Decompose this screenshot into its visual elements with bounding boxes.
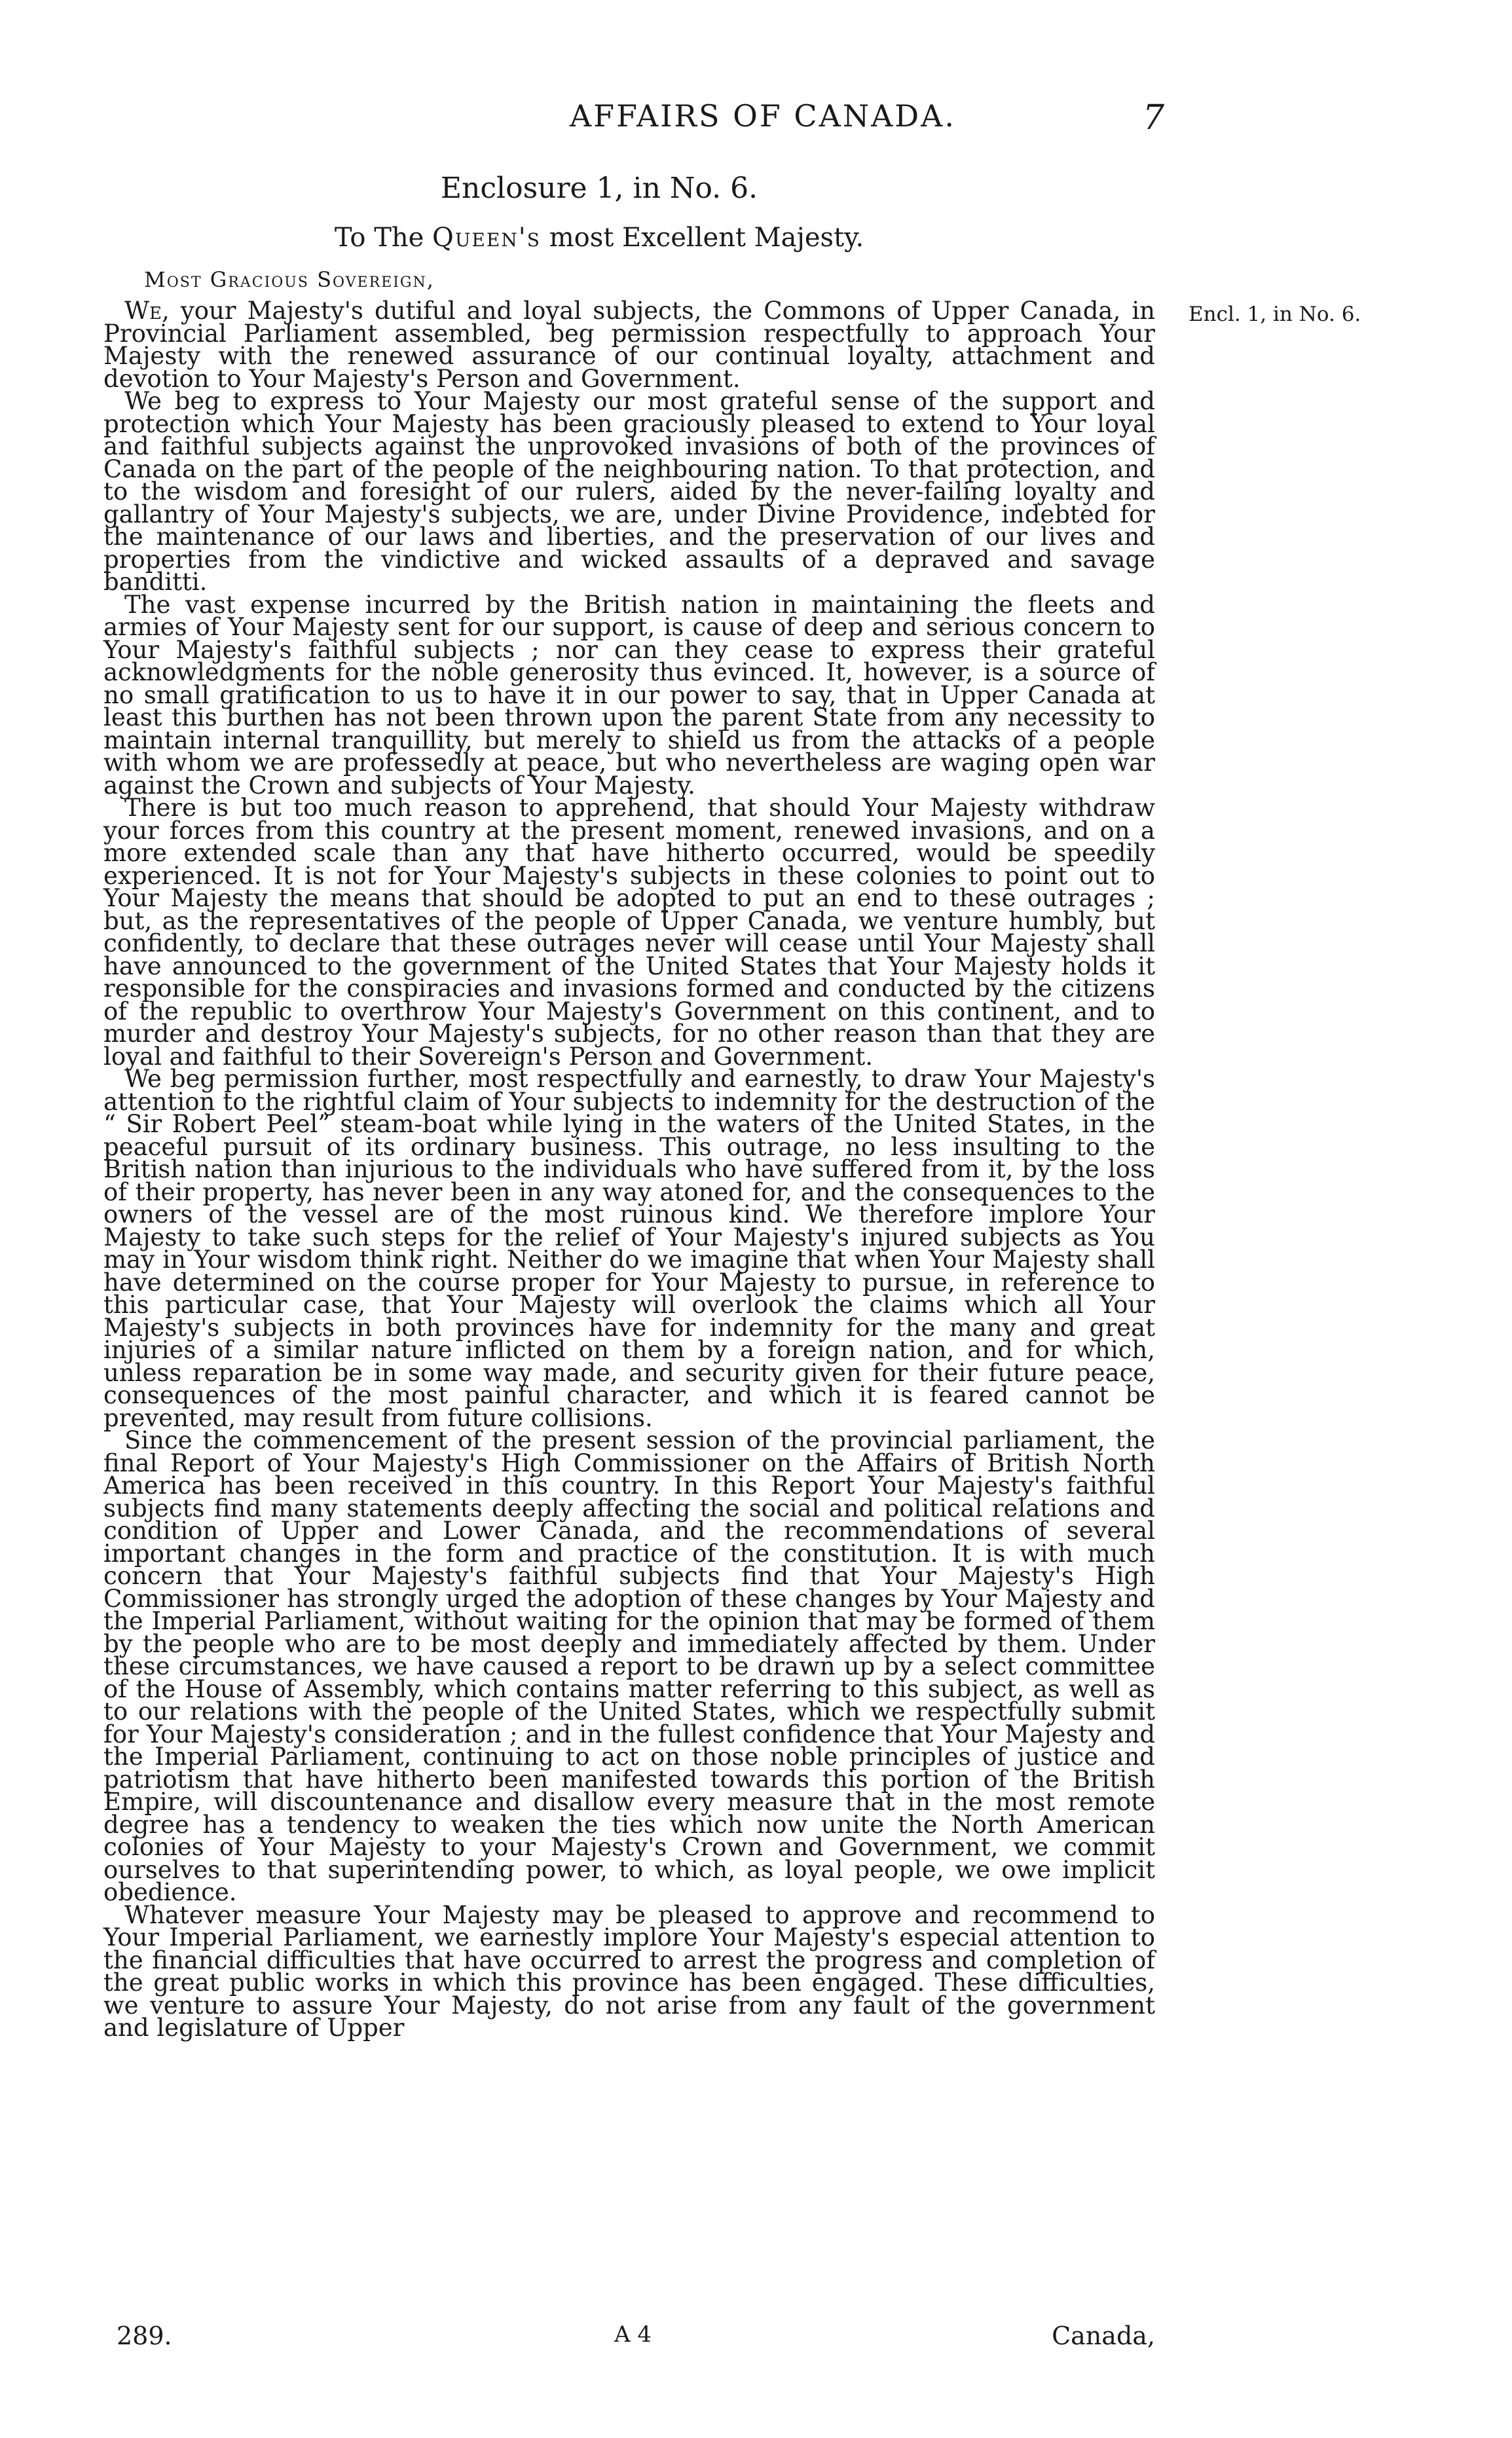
paragraph — [103, 1065, 1155, 1432]
paragraph-text: , your Majesty's dutiful and loyal subjects, the Commons of Upper Canada, in Provincial Parliament assembled, beg permission respectfully to approach Your Majesty with the renewed assurance of our continual loyalty, attachment and devotion to Your Majesty's Person and Government. — [103, 297, 1155, 393]
address-queen: Queen's — [432, 223, 541, 253]
paragraph — [103, 297, 1155, 393]
letter-body — [103, 297, 1155, 2042]
catchword: Canada, — [1052, 2321, 1155, 2350]
paragraph-text: Whatever measure Your Majesty may be pleased to approve and recommend to Your Imperial Parliament, we earnestly implore Your Majesty's especial attention to the financial difficulties that have occurred to arrest the progress and completion of the great public works in which this province has been engaged. These difficulties, we venture to assure Your Majesty, do not arise from any fault of the government and legislature of Upper — [103, 1900, 1155, 2042]
address-prefix: To The — [334, 223, 424, 253]
paragraph-text: There is but too much reason to apprehend, that should Your Majesty withdraw your forces from this country at the present moment, renewed invasions, and on a more extended scale than any that have hitherto occurred, would be speedily experienced. It is not for Your Majesty's subjects in these colonies to point out to Your Majesty the means that should be adopted to put an end to these outrages ; but, as the representatives of the people of Upper Canada, we venture humbly, but confidently, to declare that these outrages never will cease until Your Majesty shall have announced to the government of the United States that Your Majesty holds it responsible for the conspiracies and invasions formed and conducted by the citizens of the republic to overthrow Your Majesty's Government on this continent, and to murder and destroy Your Majesty's subjects, for no other reason than that they are loyal and faithful to their Sovereign's Person and Government. — [103, 794, 1155, 1071]
sheet-mark: A 4 — [614, 2321, 652, 2348]
salutation: Most Gracious Sovereign, — [144, 267, 435, 292]
paragraph — [103, 590, 1155, 800]
paragraph — [103, 1426, 1155, 1906]
page-footer — [103, 2321, 1155, 2354]
running-head: AFFAIRS OF CANADA. — [569, 98, 957, 134]
signature-number: 289. — [117, 2321, 172, 2350]
address-suffix: most Excellent Majesty. — [549, 223, 864, 253]
paragraph-text: Since the commencement of the present session of the provincial parliament, the final Report of Your Majesty's High Commissioner on the Affairs of British North America has been received in this country. In this Report Your Majesty's faithful subjects find many statements deeply affecting the social and political relations and condition of Upper and Lower Canada, and the recommendations of several important changes in the form and practice of the constitution. It is with much concern that Your Majesty's faithful subjects find that Your Majesty's High Commissioner has strongly urged the adoption of these changes by Your Majesty and the Imperial Parliament, without waiting for the opinion that may be formed of them by the people who are to be most deeply and immediately affected by them. Under these circumstances, we have caused a report to be drawn up by a select committee of the House of Assembly, which contains matter referring to this subject, as well as to our relations with the people of the United States, which we respectfully submit for Your Majesty's consideration ; and in the fullest confidence that Your Majesty and the Imperial Parliament, continuing to act on those noble principles of justice and patriotism that have hitherto been manifested towards this portion of the British Empire, will discountenance and disallow every measure that in the most remote degree has a tendency to weaken the ties which now unite the North American colonies of Your Majesty to your Majesty's Crown and Government, we commit ourselves to that superintending power, to which, as loyal people, we owe implicit obedience. — [103, 1426, 1155, 1906]
address-line — [0, 223, 1198, 253]
page-number: 7 — [1143, 98, 1165, 138]
enclosure-title: Enclosure 1, in No. 6. — [440, 172, 758, 205]
paragraph-text: We beg to express to Your Majesty our most grateful sense of the support and protection which Your Majesty has been graciously pleased to extend to Your loyal and faithful subjects against the unprovoked invasions of both of the provinces of Canada on the part of the people of the neighbouring nation. To that protection, and to the wisdom and foresight of our rulers, aided by the never-failing loyalty and gallantry of Your Majesty's subjects, we are, under Divine Providence, indebted for the maintenance of our laws and liberties, and the preservation of our lives and properties from the vindictive and wicked assaults of a depraved and savage banditti. — [103, 387, 1155, 596]
paragraph-lead: We — [124, 297, 162, 325]
margin-note: Encl. 1, in No. 6. — [1189, 303, 1361, 326]
paragraph — [103, 794, 1155, 1071]
paragraph-text: We beg permission further, most respectfully and earnestly, to draw Your Majesty's attention to the rightful claim of Your subjects to indemnity for the destruction of the “ Sir Robert Peel” steam-boat while lying in the waters of the United States, in the peaceful pursuit of its ordinary business. This outrage, no less insulting to the British nation than injurious to the individuals who have suffered from it, by the loss of their property, has never been in any way atoned for, and the consequences to the owners of the vessel are of the most ruinous kind. We therefore implore Your Majesty to take such steps for the relief of Your Majesty's injured subjects as You may in Your wisdom think right. Neither do we imagine that when Your Majesty shall have determined on the course proper for Your Majesty to pursue, in reference to this particular case, that Your Majesty will overlook the claims which all Your Majesty's subjects in both provinces have for indemnity for the many and great injuries of a similar nature inflicted on them by a foreign nation, and for which, unless reparation be in some way made, and security given for their future peace, consequences of the most painful character, and which it is feared cannot be prevented, may result from future collisions. — [103, 1065, 1155, 1432]
paragraph — [103, 1900, 1155, 2042]
paragraph-text: The vast expense incurred by the British nation in maintaining the fleets and armies of Your Majesty sent for our support, is cause of deep and serious concern to Your Majesty's faithful subjects ; nor can they cease to express their grateful acknowledgments for the noble generosity thus evinced. It, however, is a source of no small gratification to us to have it in our power to say, that in Upper Canada at least this burthen has not been thrown upon the parent State from any necessity to maintain internal tranquillity, but merely to shield us from the attacks of a people with whom we are professedly at peace, but who nevertheless are waging open war against the Crown and subjects of Your Majesty. — [103, 590, 1155, 800]
paragraph — [103, 387, 1155, 596]
